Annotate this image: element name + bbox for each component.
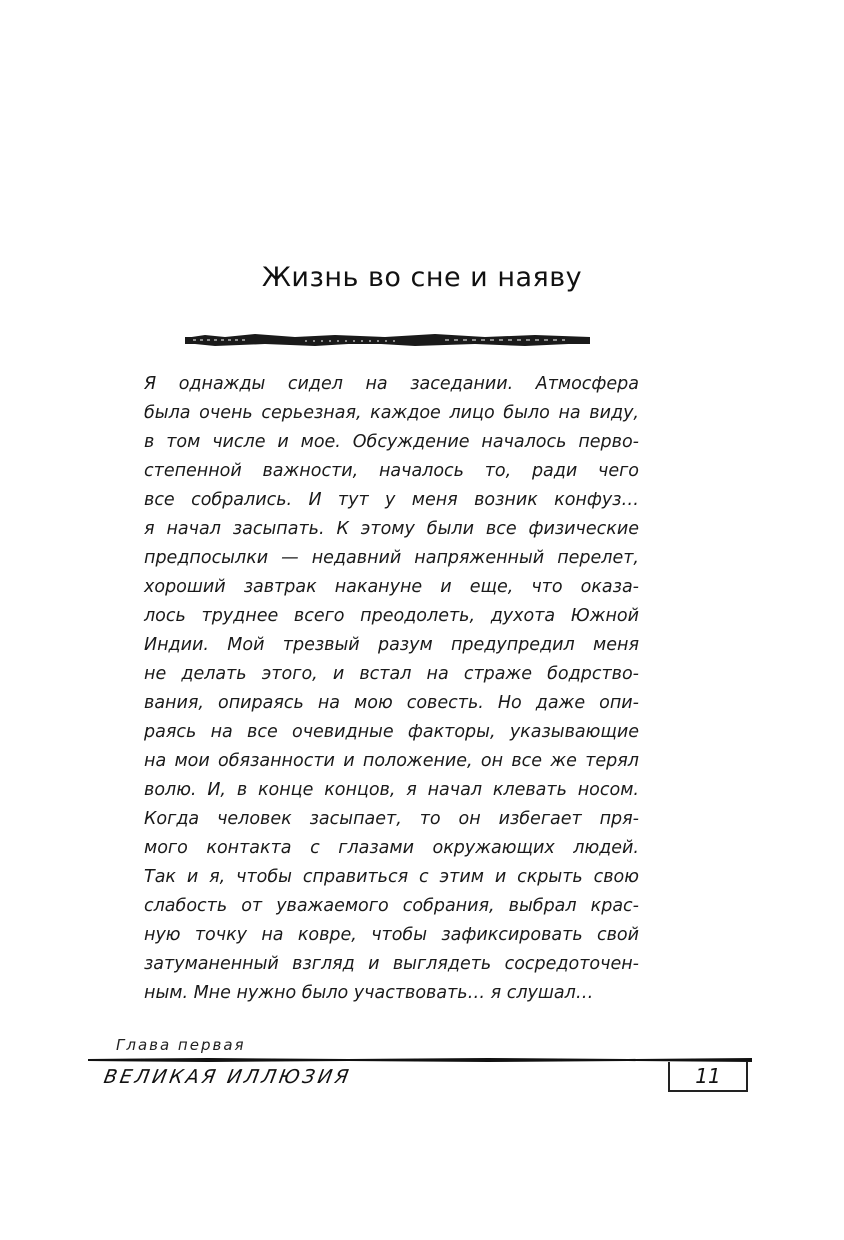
footer-rule <box>88 1057 752 1063</box>
title-ornament-rule <box>185 333 590 347</box>
chapter-title: Жизнь во сне и наяву <box>261 262 583 293</box>
text-line: Индии. Мой трезвый разум предупредил меня <box>144 635 639 655</box>
text-line: лось труднее всего преодолеть, духота Южной <box>144 606 639 626</box>
text-line: в том числе и мое. Обсуждение началось перво- <box>144 432 639 452</box>
page-number-box <box>668 1062 748 1092</box>
text-line: я начал засыпать. К этому были все физические <box>144 519 639 539</box>
text-line: не делать этого, и встал на страже бодрство- <box>144 664 639 684</box>
text-line: вания, опираясь на мою совесть. Но даже опи- <box>144 693 639 713</box>
text-line: ным. Мне нужно было участвовать… я слушал… <box>144 983 594 1003</box>
text-line: волю. И, в конце концов, я начал клевать носом. <box>144 780 639 800</box>
text-line: мого контакта с глазами окружающих людей. <box>144 838 639 858</box>
body-text <box>144 370 639 1008</box>
text-line: раясь на все очевидные факторы, указывающие <box>144 722 639 742</box>
text-line: степенной важности, началось то, ради чего <box>144 461 639 481</box>
text-line: все собрались. И тут у меня возник конфуз… <box>144 490 639 510</box>
page-number: 11 <box>695 1064 721 1088</box>
text-line: предпосылки — недавний напряженный перелет, <box>144 548 639 568</box>
text-line: Я однажды сидел на заседании. Атмосфера <box>144 374 639 394</box>
text-line: Так и я, чтобы справиться с этим и скрыть свою <box>144 867 639 887</box>
text-line: хороший завтрак накануне и еще, что оказа- <box>144 577 639 597</box>
text-line: ную точку на ковре, чтобы зафиксировать свой <box>144 925 639 945</box>
text-line: была очень серьезная, каждое лицо было на виду, <box>144 403 639 423</box>
text-line: затуманенный взгляд и выглядеть сосредоточен- <box>144 954 639 974</box>
chapter-label: Глава первая <box>116 1036 246 1054</box>
text-line: слабость от уважаемого собрания, выбрал крас- <box>144 896 639 916</box>
text-line: на мои обязанности и положение, он все же терял <box>144 751 639 771</box>
text-line: Когда человек засыпает, то он избегает пря- <box>144 809 639 829</box>
running-title: ВЕЛИКАЯ ИЛЛЮЗИЯ <box>102 1066 354 1088</box>
